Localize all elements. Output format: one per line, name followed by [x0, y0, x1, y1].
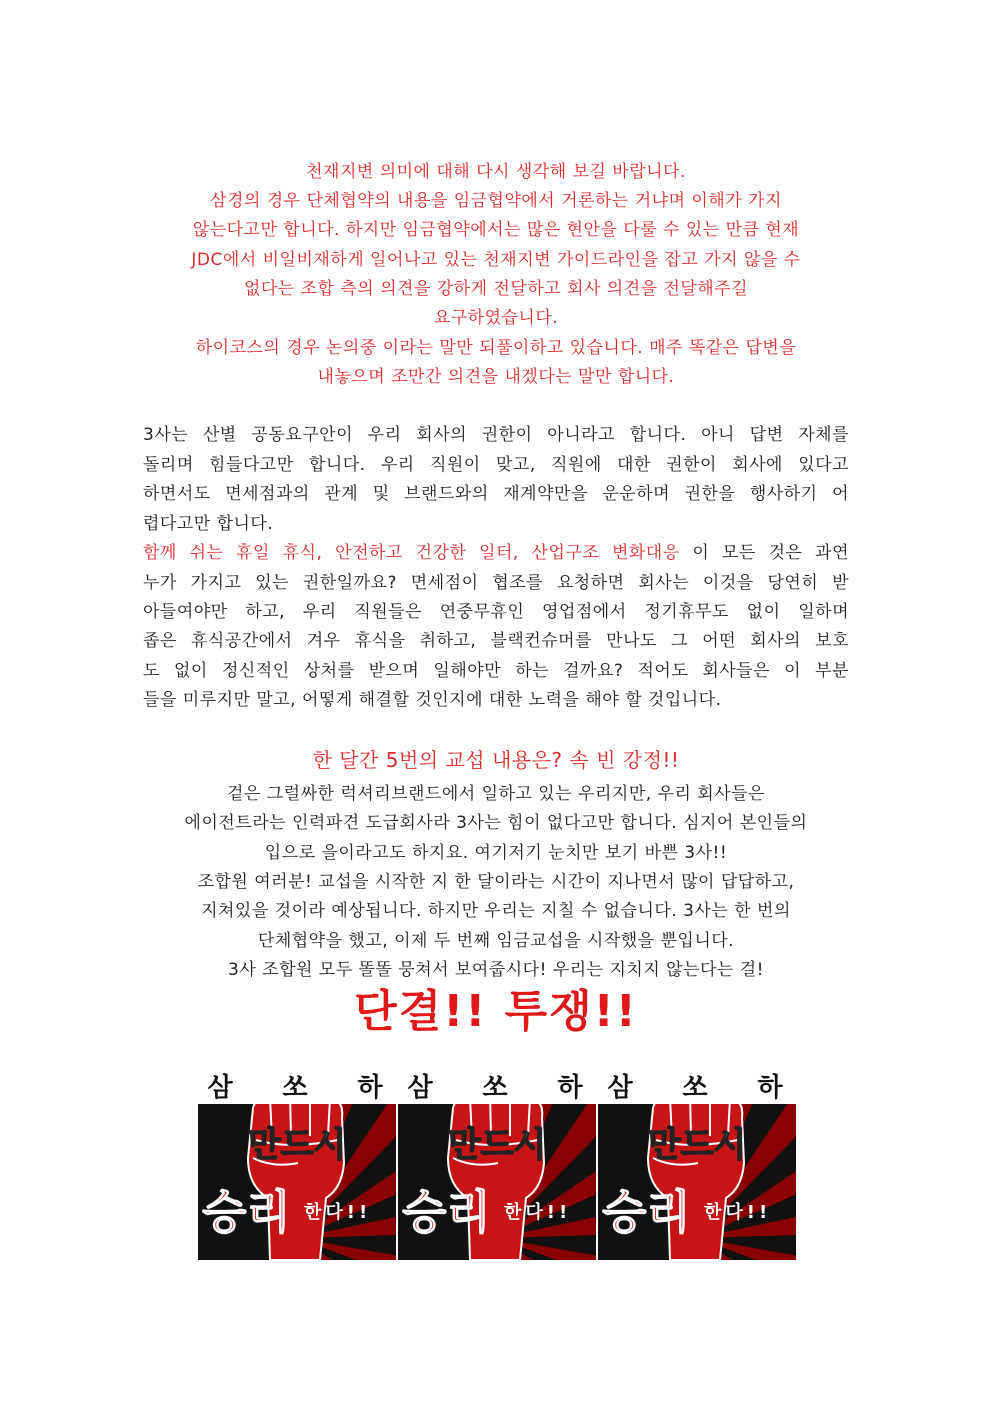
poster-bottom-big-text: 승리	[602, 1185, 691, 1239]
poster-bottom-big-text: 승리	[402, 1185, 491, 1239]
text-line: 도 없이 정신적인 상처를 받으며 일해야만 하는 걸까요? 적어도 회사들은 이 부분	[143, 661, 849, 681]
highlight-phrase: 함께 쉬는 휴일 휴식, 안전하고 건강한 일터, 산업구조 변화대응	[143, 543, 680, 563]
text-line: 지쳐있을 것이라 예상됩니다. 하지만 우리는 지칠 수 없습니다. 3사는 한 번의	[201, 901, 791, 921]
poster-top-letter: 쏘	[482, 1073, 508, 1103]
text-line: 요구하였습니다.	[433, 308, 559, 328]
poster-bottom-big-text: 승리	[202, 1185, 291, 1239]
text-line: 천재지변 의미에 대해 다시 생각해 보길 바랍니다.	[306, 162, 686, 182]
text-line: 누가 가지고 있는 권한일까요? 면세점이 협조를 요청하면 회사는 이것을 당연히 받	[143, 573, 849, 593]
poster-artwork	[398, 1068, 596, 1260]
poster-bottom-small-text: 한다!!	[304, 1202, 372, 1223]
text-line: 하이코스의 경우 논의중 이라는 말만 되풀이하고 있습니다. 매주 똑같은 답변을	[195, 338, 797, 358]
text-line-mixed	[143, 539, 849, 568]
text-line: JDC에서 비일비재하게 일어나고 있는 천재지변 가이드라인을 잡고 가지 않을 수	[191, 250, 801, 270]
text-line: 입으로 을이라고도 하지요. 여기저기 눈치만 보기 바쁜 3사!!	[264, 843, 728, 863]
text-line: 3사 조합원 모두 똘똘 뭉쳐서 보여줍시다! 우리는 지치지 않는다는 걸!	[228, 960, 764, 980]
text-line: 에이전트라는 인력파견 도급회사라 3사는 힘이 없다고만 합니다. 심지어 본인들의	[184, 813, 808, 833]
text-line: 하면서도 면세점과의 관계 및 브랜드와의 재계약만을 운운하며 권한을 행사하기 어	[143, 484, 849, 504]
poster-top-letter: 하	[357, 1073, 383, 1103]
poster-bottom-small-text: 한다!!	[704, 1202, 772, 1223]
text-line: 들을 미루지만 말고, 어떻게 해결할 것인지에 대한 노력을 해야 할 것입니다.	[143, 690, 722, 710]
text-line: 아들여야만 하고, 우리 직원들은 연중무휴인 영업점에서 정기휴무도 없이 일하며	[143, 602, 849, 622]
text-line: 겉은 그럴싸한 럭셔리브랜드에서 일하고 있는 우리지만, 우리 회사들은	[227, 784, 765, 804]
fist-poster-row	[198, 1068, 798, 1260]
poster-top-letter: 쏘	[682, 1073, 708, 1103]
poster-top-letter: 쏘	[282, 1073, 308, 1103]
text-line: 돌리며 힘들다고만 합니다. 우리 직원이 맞고, 직원에 대한 권한이 회사에 있다고	[143, 455, 849, 475]
poster-top-letter: 삼	[607, 1073, 633, 1103]
fist-poster	[398, 1068, 596, 1260]
text-line: 없다는 조합 측의 의견을 강하게 전달하고 회사 의견을 전달해주길	[243, 279, 749, 299]
poster-top-letter: 삼	[207, 1073, 233, 1103]
text-line: 좁은 휴식공간에서 겨우 휴식을 취하고, 블랙컨슈머를 만나도 그 어떤 회사의 보호	[143, 631, 849, 651]
poster-artwork	[198, 1068, 396, 1260]
poster-middle-text: 만드시	[447, 1125, 547, 1165]
text-line: 단체협약을 했고, 이제 두 번째 임금교섭을 시작했을 뿐입니다.	[257, 931, 735, 951]
text-line: 않는다고만 합니다. 하지만 임금협약에서는 많은 현안을 다룰 수 있는 만큼 현재	[192, 220, 800, 240]
text-line: 내놓으며 조만간 의견을 내겠다는 말만 합니다.	[317, 367, 675, 387]
poster-middle-text: 만드시	[647, 1125, 747, 1165]
fist-poster	[598, 1068, 796, 1260]
poster-middle-text: 만드시	[247, 1125, 347, 1165]
slogan: 단결!! 투쟁!!	[354, 986, 638, 1037]
poster-top-letter: 삼	[407, 1073, 433, 1103]
poster-top-letter: 하	[557, 1073, 583, 1103]
poster-artwork	[598, 1068, 796, 1260]
section-heading: 한 달간 5번의 교섭 내용은? 속 빈 강정!!	[312, 748, 680, 772]
poster-top-letter: 하	[757, 1073, 783, 1103]
text-line: 렵다고만 합니다.	[143, 514, 274, 534]
text-line: 조합원 여러분! 교섭을 시작한 지 한 달이라는 시간이 지나면서 많이 답답하고,	[197, 872, 795, 892]
text-line: 3사는 산별 공동요구안이 우리 회사의 권한이 아니라고 합니다. 아니 답변 자체를	[143, 425, 849, 445]
text-fragment: 이 모든 것은 과연	[679, 543, 849, 563]
fist-poster	[198, 1068, 396, 1260]
text-line: 삼경의 경우 단체협약의 내용을 임금협약에서 거론하는 거냐며 이해가 가지	[210, 191, 782, 211]
poster-bottom-small-text: 한다!!	[504, 1202, 572, 1223]
